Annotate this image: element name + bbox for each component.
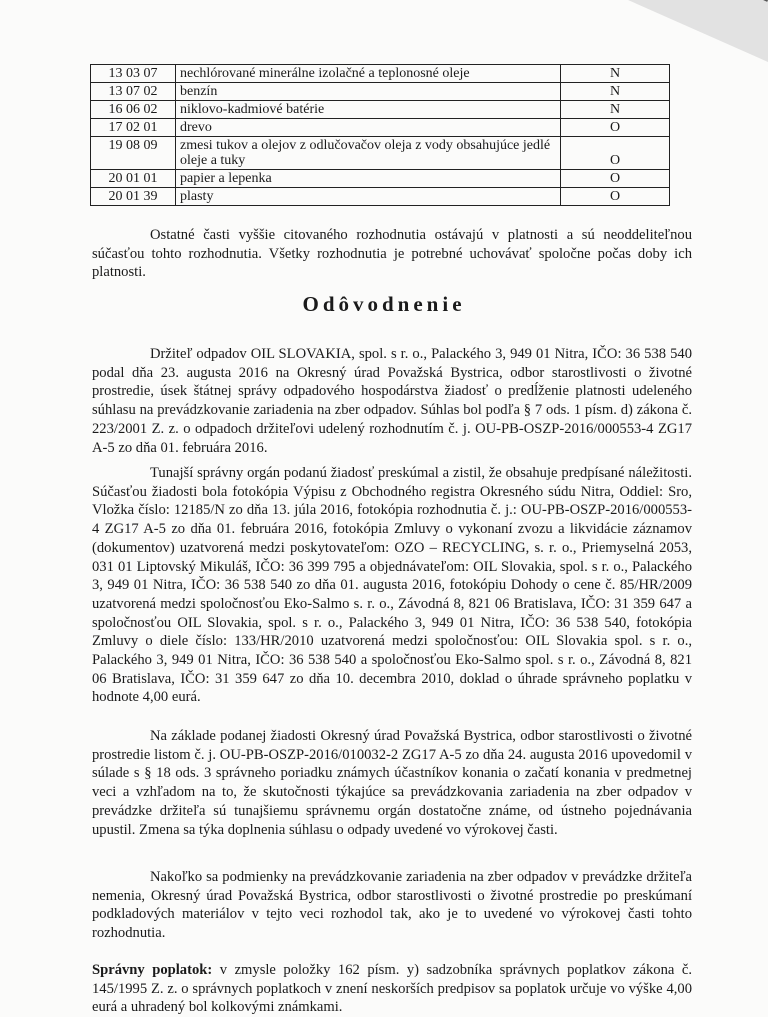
waste-name-cell: zmesi tukov a olejov z odlučovačov oleja z vody obsahujúce jedlé oleje a tuky — [176, 137, 561, 170]
table-row — [91, 170, 670, 188]
paragraph-decision: Nakoľko sa podmienky na prevádzkovanie zariadenia na zber odpadov v prevádzke držiteľa nemenia, Okresný úrad Považská Bystrica, odbor starostlivosti o životné prostredie po preskúmaní podkladových materiálov v tejto veci rozhodol tak, ako je to uvedené vo výrokovej časti tohto rozhodnutia. — [92, 869, 692, 942]
waste-category-cell: N — [561, 101, 670, 119]
table-row — [91, 119, 670, 137]
waste-name-cell: nechlórované minerálne izolačné a teplonosné oleje — [176, 65, 561, 83]
waste-category-cell: N — [561, 65, 670, 83]
table-row — [91, 188, 670, 206]
fee-text: v zmysle položky 162 písm. y) sadzobníka správnych poplatkov zákona č. 145/1995 Z. z. o správnych poplatkoch v znení neskorších predpisov sa poplatok určuje vo výške 4,00 eurá a uhradený bol kolkovými známkami. — [92, 962, 692, 1016]
table-row — [91, 65, 670, 83]
waste-table — [90, 64, 670, 206]
waste-code-cell: 17 02 01 — [91, 119, 176, 137]
waste-name-cell: papier a lepenka — [176, 170, 561, 188]
paragraph-applicant: Držiteľ odpadov OIL SLOVAKIA, spol. s r. o., Palackého 3, 949 01 Nitra, IČO: 36 538 540 podal dňa 23. augusta 2016 na Okresný úrad Považská Bystrica, odbor starostlivosti o životné prostredie, úsek štátnej správy odpadového hospodárstva žiadosť o predĺženie platnosti udeleného súhlasu na prevádzkovanie zariadenia na zber odpadov. Súhlas bol podľa § 7 ods. 1 písm. d) zákona č. 223/2001 Z. z. o odpadoch držiteľovi udelený rozhodnutím č. j. OU-PB-OSZP-2016/000553-4 ZG17 A-5 zo dňa 01. februára 2016. — [92, 346, 692, 456]
waste-code-cell: 19 08 09 — [91, 137, 176, 170]
table-row — [91, 83, 670, 101]
paragraph-notification: Na základe podanej žiadosti Okresný úrad Považská Bystrica, odbor starostlivosti o životné prostredie listom č. j. OU-PB-OSZP-2016/010032-2 ZG17 A-5 zo dňa 24. augusta 2016 upovedomil v súlade s § 18 ods. 3 správneho poriadku známych účastníkov konania o začatí konania v predmetnej veci a vzhľadom na to, že skutočnosti týkajúce sa prevádzkovania zariadenia na zber odpadov v prevádzke držiteľa sú tunajšiemu správnemu orgán dostatočne známe, od ústneho pojednávania upustil. Zmena sa týka doplnenia súhlasu o odpady uvedené vo výrokovej časti. — [92, 728, 692, 838]
waste-category-cell: O — [561, 119, 670, 137]
waste-name-cell: drevo — [176, 119, 561, 137]
table-row — [91, 101, 670, 119]
waste-code-cell: 13 07 02 — [91, 83, 176, 101]
waste-code-cell: 13 03 07 — [91, 65, 176, 83]
fee-paragraph — [92, 961, 692, 1017]
table-row — [91, 137, 670, 170]
waste-category-cell: N — [561, 83, 670, 101]
paragraph-review: Tunajší správny orgán podanú žiadosť preskúmal a zistil, že obsahuje predpísané náležitosti. Súčasťou žiadosti bola fotokópia Výpisu z Obchodného registra Okresného súdu Nitra, Oddiel: Sro, Vložka číslo: 12185/N zo dňa 13. júla 2016, fotokópia rozhodnutia č. j.: OU-PB-OSZP-2016/000553-4 ZG17 A-5 zo dňa 01. februára 2016, fotokópia Zmluvy o vykonaní zvozu a likvidácie záznamov (dokumentov) uzatvorená medzi poskytovateľom: OZO – RECYCLING, s. r. o., Priemyselná 2053, 031 01 Liptovský Mikuláš, IČO: 36 399 795 a objednávateľom: OIL Slovakia, spol. s r. o., Palackého 3, 949 01 Nitra, IČO: 36 538 540 zo dňa 01. augusta 2016, fotokópiu Dohody o cene č. 85/HR/2009 uzatvorená medzi spoločnosťou Eko-Salmo s. r. o., Závodná 8, 821 06 Bratislava, IČO: 31 359 647 a spoločnosťou OIL Slovakia, spol. s r. o., Palackého 3, 949 01 Nitra, IČO: 36 538 540, fotokópia Zmluvy o diele číslo: 133/HR/2010 uzatvorená medzi spoločnosťou: OIL Slovakia spol. s r. o., Palackého 3, 949 01 Nitra, IČO: 36 538 540 a spoločnosťou Eko-Salmo spol. s r. o., Závodná 8, 821 06 Bratislava, IČO: 31 359 647 zo dňa 10. decembra 2010, doklad o úhrade správneho poplatku v hodnote 4,00 eurá. — [92, 465, 692, 706]
waste-name-cell: niklovo-kadmiové batérie — [176, 101, 561, 119]
waste-name-cell: plasty — [176, 188, 561, 206]
waste-code-cell: 20 01 39 — [91, 188, 176, 206]
validity-paragraph: Ostatné časti vyššie citovaného rozhodnutia ostávajú v platnosti a sú neoddeliteľnou súčasťou tohto rozhodnutia. Všetky rozhodnutia je potrebné uchovávať spoločne počas doby ich platnosti. — [92, 227, 692, 281]
waste-category-cell: O — [561, 188, 670, 206]
waste-code-cell: 20 01 01 — [91, 170, 176, 188]
section-heading: Odôvodnenie — [302, 292, 466, 316]
fee-label: Správny poplatok: — [92, 962, 213, 978]
waste-name-cell: benzín — [176, 83, 561, 101]
waste-category-cell: O — [561, 137, 670, 170]
waste-code-cell: 16 06 02 — [91, 101, 176, 119]
folded-page-corner — [628, 0, 768, 62]
waste-category-cell: O — [561, 170, 670, 188]
